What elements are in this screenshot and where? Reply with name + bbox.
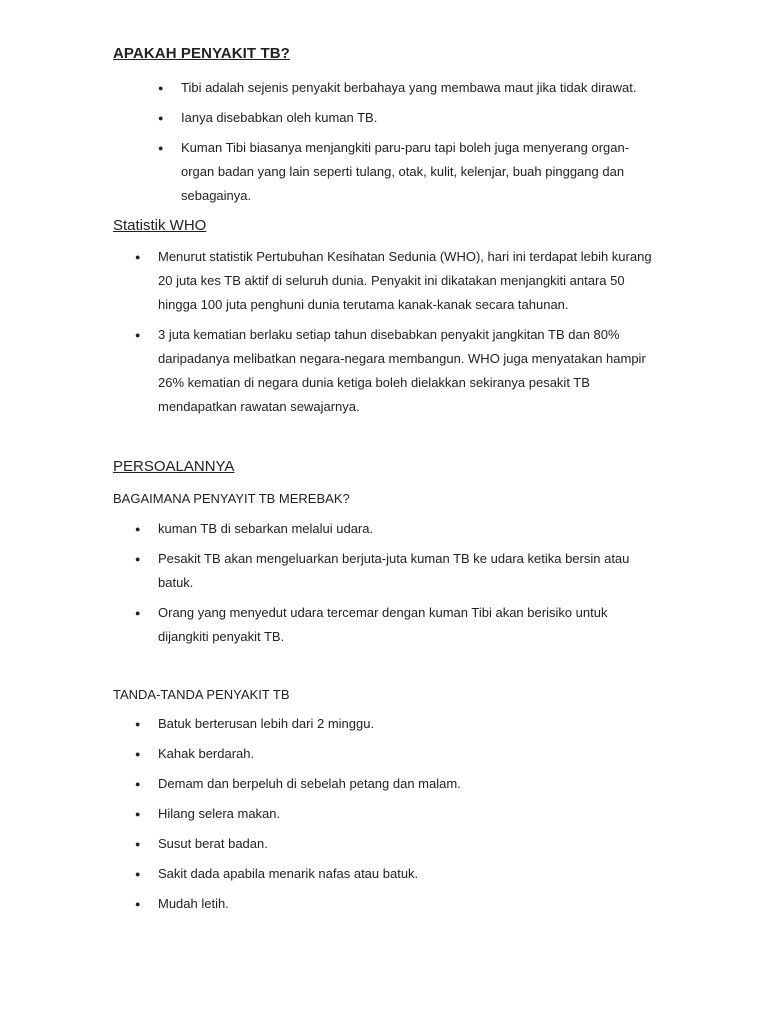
list-item — [135, 547, 658, 595]
list-item — [135, 832, 658, 856]
bullet-icon: ● — [135, 719, 141, 729]
section-title-apakah-penyakit-tb: APAKAH PENYAKIT TB? — [113, 45, 290, 62]
bullet-icon: ● — [158, 143, 164, 153]
who-statistics-list — [135, 245, 658, 425]
list-item — [158, 106, 651, 130]
list-item-text: 3 juta kematian berlaku setiap tahun disebabkan penyakit jangkitan TB dan 80% daripadanya melibatkan negara-negara membangun. WHO juga menyatakan hampir 26% kematian di negara dunia ketiga boleh dielakkan sekiranya pesakit TB mendapatkan rawatan sewajarnya. — [158, 327, 646, 414]
list-item — [135, 323, 658, 419]
transmission-list — [135, 517, 658, 655]
section-title-persoalannya: PERSOALANNYA — [113, 458, 235, 475]
bullet-icon: ● — [135, 554, 141, 564]
list-item-text: Menurut statistik Pertubuhan Kesihatan Sedunia (WHO), hari ini terdapat lebih kurang 20 juta kes TB aktif di seluruh dunia. Penyakit ini dikatakan menjangkiti antara 50 hingga 100 juta penghuni dunia terutama kanak-kanak secara tahunan. — [158, 249, 652, 312]
bullet-icon: ● — [135, 608, 141, 618]
list-item-text: Susut berat badan. — [158, 836, 268, 851]
list-item-text: Kahak berdarah. — [158, 746, 255, 761]
definition-list — [158, 76, 651, 214]
list-item — [135, 772, 658, 796]
list-item — [135, 245, 658, 317]
section-title-statistik-who: Statistik WHO — [113, 217, 207, 234]
list-item-text: Pesakit TB akan mengeluarkan berjuta-juta kuman TB ke udara ketika bersin atau batuk. — [158, 551, 630, 590]
list-item-text: Tibi adalah sejenis penyakit berbahaya yang membawa maut jika tidak dirawat. — [181, 80, 637, 95]
list-item — [135, 517, 658, 541]
bullet-icon: ● — [135, 524, 141, 534]
list-item-text: Orang yang menyedut udara tercemar dengan kuman Tibi akan berisiko untuk dijangkiti penyakit TB. — [158, 605, 608, 644]
bullet-icon: ● — [135, 252, 141, 262]
list-item — [135, 742, 658, 766]
bullet-icon: ● — [135, 899, 141, 909]
list-item — [135, 802, 658, 826]
subsection-title-tanda-tanda: TANDA-TANDA PENYAKIT TB — [113, 687, 290, 702]
bullet-icon: ● — [135, 809, 141, 819]
bullet-icon: ● — [158, 113, 164, 123]
list-item-text: Mudah letih. — [158, 896, 229, 911]
bullet-icon: ● — [158, 83, 164, 93]
list-item-text: kuman TB di sebarkan melalui udara. — [158, 521, 374, 536]
bullet-icon: ● — [135, 839, 141, 849]
list-item-text: Ianya disebabkan oleh kuman TB. — [181, 110, 378, 125]
list-item — [158, 76, 651, 100]
subsection-title-bagaimana-merebak: BAGAIMANA PENYAYIT TB MEREBAK? — [113, 491, 350, 506]
list-item — [135, 712, 658, 736]
list-item-text: Demam dan berpeluh di sebelah petang dan malam. — [158, 776, 461, 791]
bullet-icon: ● — [135, 869, 141, 879]
list-item-text: Sakit dada apabila menarik nafas atau batuk. — [158, 866, 419, 881]
list-item — [135, 862, 658, 886]
bullet-icon: ● — [135, 779, 141, 789]
symptoms-list — [135, 712, 658, 922]
bullet-icon: ● — [135, 749, 141, 759]
bullet-icon: ● — [135, 330, 141, 340]
list-item — [135, 892, 658, 916]
list-item-text: Kuman Tibi biasanya menjangkiti paru-paru tapi boleh juga menyerang organ-organ badan yang lain seperti tulang, otak, kulit, kelenjar, buah pinggang dan sebagainya. — [181, 140, 630, 203]
list-item-text: Hilang selera makan. — [158, 806, 281, 821]
list-item — [135, 601, 658, 649]
list-item — [158, 136, 651, 208]
list-item-text: Batuk berterusan lebih dari 2 minggu. — [158, 716, 375, 731]
